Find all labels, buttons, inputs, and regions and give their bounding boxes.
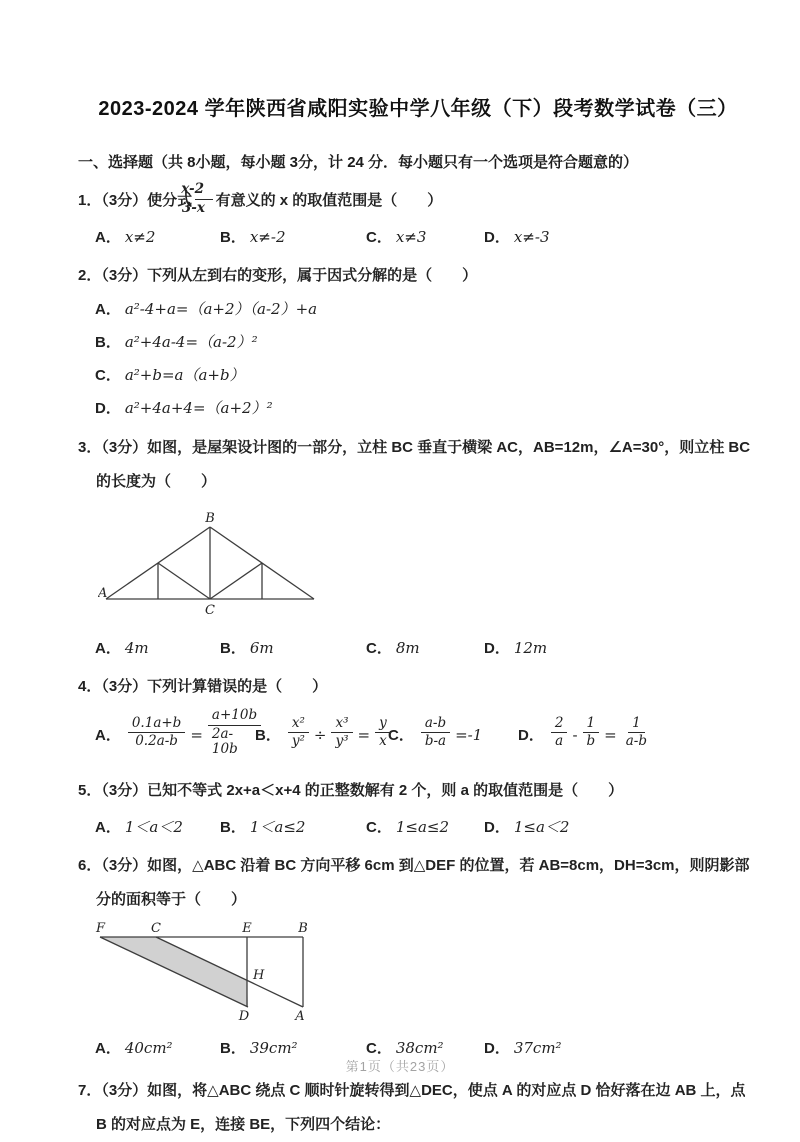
fraction-denominator: y²: [291, 733, 305, 750]
q1-option-c: [366, 222, 484, 253]
point-label-h: H: [253, 967, 265, 983]
q3-figure: [98, 511, 758, 621]
option-value: 1≤a＜2: [513, 817, 570, 836]
option-label: A．: [95, 1039, 121, 1057]
option-value: a²-4+a=（a+2）（a-2）+a: [124, 300, 318, 319]
option-value: x≠-3: [513, 228, 550, 247]
q5-option-a: [95, 812, 220, 843]
q1-options: [95, 222, 758, 253]
operator: ÷: [313, 725, 327, 744]
q4-option-c: [388, 714, 518, 752]
q4-options: [95, 707, 758, 760]
fraction-denominator: b-a: [424, 733, 447, 750]
operator: =: [190, 725, 203, 744]
option-label: B．: [220, 1039, 246, 1057]
option-label: D．: [518, 727, 544, 745]
option-label: D．: [484, 1039, 510, 1057]
option-label: B．: [220, 229, 246, 247]
point-label-c: C: [151, 920, 161, 936]
option-value: 6m: [249, 639, 274, 658]
option-label: D．: [484, 229, 510, 247]
option-value: 4m: [124, 639, 149, 658]
footer-page-indicator: 第1页（共23页）: [345, 1059, 455, 1074]
fraction-numerator: a+10b: [208, 708, 261, 726]
section-heading: 一、选择题（共 8小题，每小题 3分，计 24 分．每小题只有一个选项是符合题意的）: [78, 154, 639, 171]
option-value: 38cm²: [395, 1038, 444, 1057]
option-label: A．: [95, 640, 121, 658]
option-label: D．: [95, 400, 121, 418]
fraction-numerator: x²: [288, 716, 309, 734]
q5-stem: 5．（3分）已知不等式 2x+a＜x+4 的正整数解有 2 个，则 a 的取值范围是（ ）: [78, 781, 624, 799]
q7-stem: 7．（3分）如图，将△ABC 绕点 C 顺时针旋转得到△DEC，使点 A 的对应点 D 恰好落在边 AB 上，点 B 的对应点为 E，连接 BE，下列四个结论：: [78, 1081, 746, 1133]
point-label-b: B: [205, 511, 215, 527]
fraction-numerator: a-b: [421, 716, 450, 734]
option-label: A．: [95, 727, 121, 745]
q6-figure: [92, 921, 758, 1023]
option-label: C．: [366, 229, 392, 247]
q1-fraction-numerator: x-2: [195, 182, 212, 200]
point-label-a: A: [98, 586, 108, 602]
option-label: B．: [220, 640, 246, 658]
option-label: B．: [255, 727, 281, 745]
q2-option-d: [95, 392, 758, 425]
fraction-denominator: x: [379, 733, 387, 750]
q1-stem-prefix: 1．（3分）使分式: [78, 192, 193, 209]
option-value: 1＜a≤2: [249, 817, 306, 836]
q1-stem: [78, 181, 758, 218]
option-label: D．: [484, 818, 510, 836]
option-label: C．: [366, 818, 392, 836]
fraction-numerator: 0.1a+b: [128, 716, 185, 734]
q3-option-a: [95, 633, 220, 664]
option-value: 37cm²: [513, 1038, 562, 1057]
q3-option-d: [484, 633, 758, 664]
option-label: A．: [95, 301, 121, 319]
q4-option-d: [518, 714, 654, 752]
option-value: x≠2: [124, 228, 156, 247]
fraction-denominator: b: [586, 733, 596, 750]
option-value: a²+4a-4=（a-2）²: [124, 333, 258, 352]
fraction: [331, 716, 352, 750]
fraction: [375, 716, 391, 750]
fraction-denominator: 0.2a-b: [135, 733, 178, 750]
point-label-a: A: [295, 1008, 305, 1023]
fraction: [288, 716, 309, 750]
fraction: [583, 716, 600, 750]
fraction: [421, 716, 450, 750]
q1-option-b: [220, 222, 366, 253]
exam-title: 2023-2024 学年陕西省咸阳实验中学八年级（下）段考数学试卷（三）: [98, 98, 738, 120]
point-label-e: E: [242, 920, 252, 936]
q1-fraction-denominator: 3-x: [181, 199, 205, 216]
option-value: 1＜a＜2: [124, 817, 183, 836]
option-label: B．: [95, 334, 121, 352]
option-value: a²+4a+4=（a+2）²: [124, 399, 273, 418]
option-label: C．: [366, 1039, 392, 1057]
fraction-numerator: 1: [583, 716, 600, 734]
q4-stem: 4．（3分）下列计算错误的是（ ）: [78, 678, 328, 696]
point-label-c: C: [205, 603, 215, 619]
option-value: x≠-2: [249, 228, 286, 247]
point-label-d: D: [238, 1008, 250, 1023]
fraction-denominator: 2a-10b: [211, 725, 238, 758]
q3-stem: 3．（3分）如图，是屋架设计图的一部分，立柱 BC 垂直于横梁 AC，AB=12m，∠A=30°，则立柱 BC 的长度为（ ）: [78, 439, 751, 491]
roof-truss-figure: [98, 511, 368, 621]
option-label: C．: [95, 367, 121, 385]
fraction-numerator: 1: [628, 716, 645, 734]
option-value: a²+b=a（a+b）: [124, 366, 245, 385]
fraction: [128, 716, 185, 750]
q1-fraction: [181, 181, 212, 216]
q6-stem: 6．（3分）如图，△ABC 沿着 BC 方向平移 6cm 到△DEF 的位置，若 AB=8cm，DH=3cm，则阴影部分的面积等于（ ）: [78, 856, 750, 908]
option-value: 39cm²: [249, 1038, 298, 1057]
triangle-translation-figure: [92, 921, 322, 1023]
point-label-f: F: [96, 920, 106, 936]
q2-option-a: [95, 293, 758, 326]
option-label: D．: [484, 640, 510, 658]
fraction-numerator: x³: [331, 716, 352, 734]
q1-option-d: [484, 222, 758, 253]
option-label: A．: [95, 229, 121, 247]
operator: =: [357, 725, 371, 744]
option-value: 40cm²: [124, 1038, 173, 1057]
q4-option-a: [95, 707, 258, 760]
fraction-denominator: a-b: [625, 733, 648, 750]
option-value: 8m: [395, 639, 420, 658]
q3-option-b: [220, 633, 366, 664]
operator: -: [572, 725, 578, 744]
q1-option-a: [95, 222, 220, 253]
fraction: [551, 716, 568, 750]
q4-option-b: [255, 714, 388, 752]
q3-options: [95, 633, 758, 664]
fraction: [208, 708, 261, 758]
q5-option-c: [366, 812, 484, 843]
option-label: C．: [366, 640, 392, 658]
fraction-denominator: y³: [335, 733, 349, 750]
option-label: A．: [95, 818, 121, 836]
q5-options: [95, 812, 758, 843]
operator: =-1: [455, 725, 483, 744]
q2-options: [95, 293, 758, 425]
q5-option-d: [484, 812, 758, 843]
option-label: B．: [220, 818, 246, 836]
fraction-numerator: 2: [551, 716, 568, 734]
q2-stem: 2．（3分）下列从左到右的变形，属于因式分解的是（ ）: [78, 267, 478, 285]
option-value: x≠3: [395, 228, 427, 247]
q2-option-b: [95, 326, 758, 359]
option-value: 1≤a≤2: [395, 817, 450, 836]
point-label-b: B: [298, 920, 308, 936]
q5-option-b: [220, 812, 366, 843]
q1-stem-suffix: 有意义的 x 的取值范围是（ ）: [215, 192, 443, 209]
operator: =: [604, 725, 617, 744]
option-value: 12m: [513, 639, 548, 658]
fraction-denominator: a: [555, 733, 564, 750]
option-label: C．: [388, 727, 414, 745]
q2-option-c: [95, 359, 758, 392]
q3-option-c: [366, 633, 484, 664]
fraction-numerator: y: [375, 716, 391, 734]
fraction: [622, 716, 651, 750]
